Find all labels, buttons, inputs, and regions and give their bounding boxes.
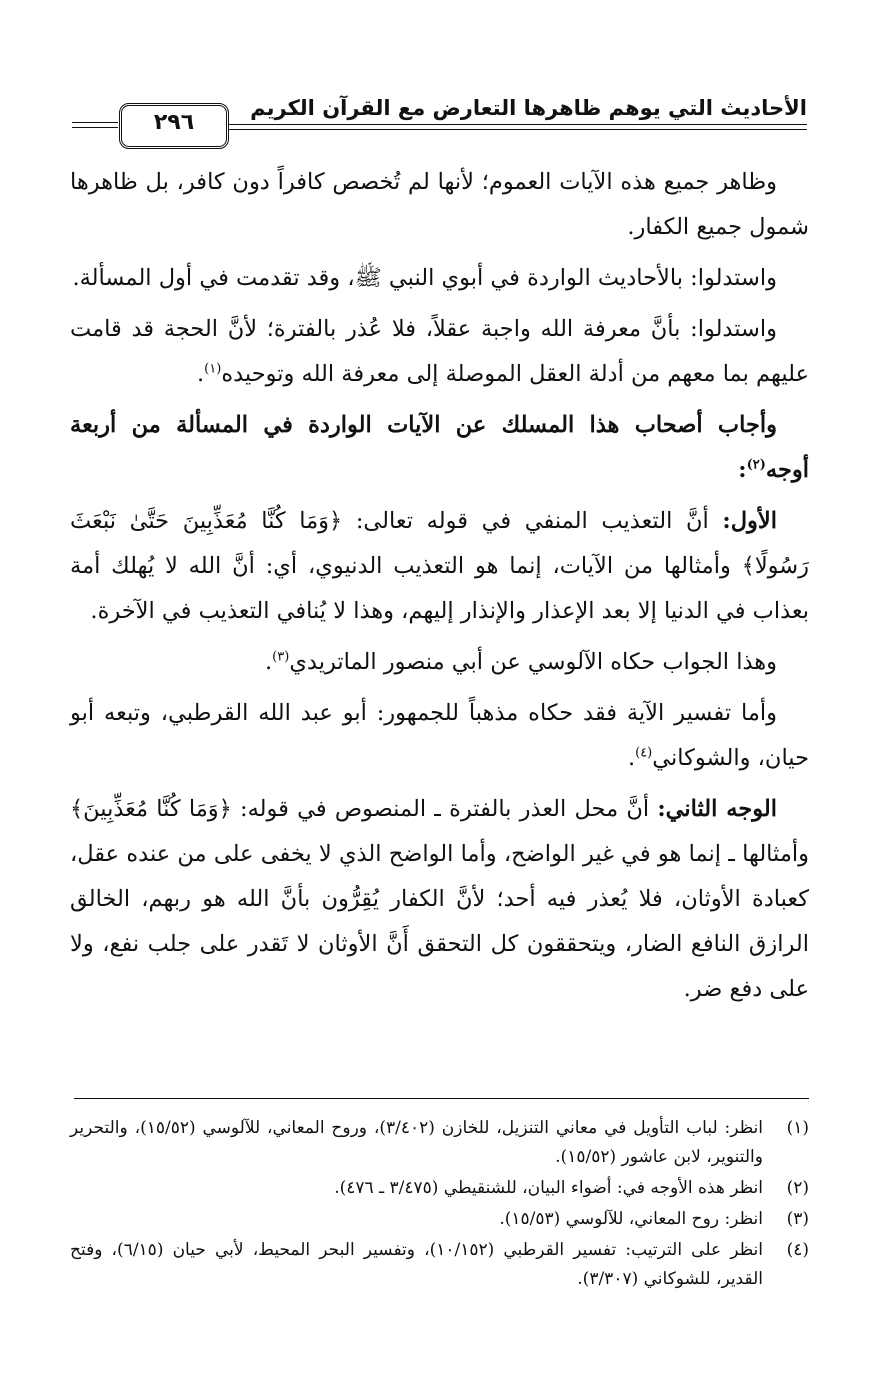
- footnote-ref-2: (٢): [746, 457, 766, 473]
- footnote-ref-3: (٣): [272, 649, 290, 665]
- footnote-4: [70, 1236, 809, 1294]
- paragraph-1: وظاهر جميع هذه الآيات العموم؛ لأنها لم تُخصص كافراً دون كافر، بل ظاهرها شمول جميع الكفار.: [70, 169, 809, 240]
- footnote-text: انظر هذه الأوجه في: أضواء البيان، للشنقيطي (٣/٤٧٥ ـ ٤٧٦).: [334, 1178, 763, 1198]
- header-rule: [229, 124, 807, 130]
- footnote-ref-1: (١): [204, 361, 222, 377]
- paragraph-6-text: وهذا الجواب حكاه الآلوسي عن أبي منصور الماتريدي: [289, 649, 777, 675]
- paragraph-2: واستدلوا: بالأحاديث الواردة في أبوي النبي ﷺ، وقد تقدمت في أول المسألة.: [72, 265, 777, 291]
- footnote-number: (٢): [786, 1178, 809, 1198]
- paragraph-4-end: :: [738, 457, 747, 483]
- footnotes: [70, 1114, 809, 1296]
- paragraph-7-text: وأما تفسير الآية فقد حكاه مذهباً للجمهور: أبو عبد الله القرطبي، وتبعه أبو حيان، والشوكاني: [70, 700, 809, 771]
- page-number-frame: [119, 103, 229, 149]
- footnote-separator: [74, 1098, 809, 1099]
- paragraph-8-text: أنَّ محل العذر بالفترة ـ المنصوص في قوله: ﴿وَمَا كُنَّا مُعَذِّبِينَ﴾ وأمثالها ـ إنما هو في غير الواضح، وأما الواضح الذي لا يخفى على من عنده عقل، كعبادة الأوثان، فلا يُعذر فيه أحد؛ لأنَّ الكفار يُقِرُّون بأنَّ الله هو ربهم، الخالق الرازق النافع الضار، ويتحققون كل التحقق أَنَّ الأوثان لا تَقدر على جلب نفع، ولا على دفع ضر.: [70, 796, 809, 1002]
- paragraph-5: [70, 499, 809, 634]
- header-rule-left: [72, 122, 118, 128]
- paragraph-8-lead: الوجه الثاني:: [657, 796, 777, 822]
- footnote-number: (١): [786, 1118, 809, 1138]
- footnote-ref-4: (٤): [635, 745, 653, 761]
- footnote-1: [70, 1114, 809, 1172]
- page-number: ٢٩٦: [153, 110, 195, 135]
- paragraph-3: [70, 307, 809, 397]
- footnote-text: انظر على الترتيب: تفسير القرطبي (١٠/١٥٢)، وتفسير البحر المحيط، لأبي حيان (٦/١٥)، وفتح القدير، للشوكاني (٣/٣٠٧).: [70, 1240, 763, 1289]
- paragraph-6: [70, 640, 809, 685]
- footnote-number: (٤): [786, 1240, 809, 1260]
- paragraph-6-end: .: [265, 649, 273, 675]
- footnote-text: انظر: روح المعاني، للآلوسي (١٥/٥٣).: [499, 1209, 763, 1229]
- running-title: الأحاديث التي يوهم ظاهرها التعارض مع القرآن الكريم: [250, 96, 807, 120]
- footnote-3: [70, 1205, 809, 1234]
- main-text: [70, 160, 809, 1018]
- paragraph-5-lead: الأول:: [722, 508, 777, 534]
- paragraph-7: [70, 691, 809, 781]
- footnote-2: [70, 1174, 809, 1203]
- footnote-number: (٣): [786, 1209, 809, 1229]
- paragraph-3-end: .: [197, 361, 205, 387]
- paragraph-7-end: .: [627, 745, 636, 771]
- paragraph-4-text: وأجاب أصحاب هذا المسلك عن الآيات الواردة في المسألة من أربعة أوجه: [70, 412, 809, 483]
- paragraph-3-text: واستدلوا: بأنَّ معرفة الله واجبة عقلاً، فلا عُذر بالفترة؛ لأنَّ الحجة قد قامت عليهم بما معهم من أدلة العقل الموصلة إلى معرفة الله وتوحيده: [70, 316, 809, 387]
- paragraph-5-text: أنَّ التعذيب المنفي في قوله تعالى: ﴿وَمَا كُنَّا مُعَذِّبِينَ حَتَّىٰ نَبْعَثَ رَسُولًا﴾ وأمثالها من الآيات، إنما هو التعذيب الدنيوي، أي: أنَّ الله لا يُهلك أمة بعذاب في الدنيا إلا بعد الإعذار والإنذار إليهم، وهذا لا يُنافي التعذيب في الآخرة.: [70, 508, 809, 624]
- paragraph-8: [70, 787, 809, 1012]
- footnote-text: انظر: لباب التأويل في معاني التنزيل، للخازن (٣/٤٠٢)، وروح المعاني، للآلوسي (١٥/٥٢)، والتحرير والتنوير، لابن عاشور (١٥/٥٢).: [70, 1118, 764, 1167]
- paragraph-4: [70, 403, 809, 493]
